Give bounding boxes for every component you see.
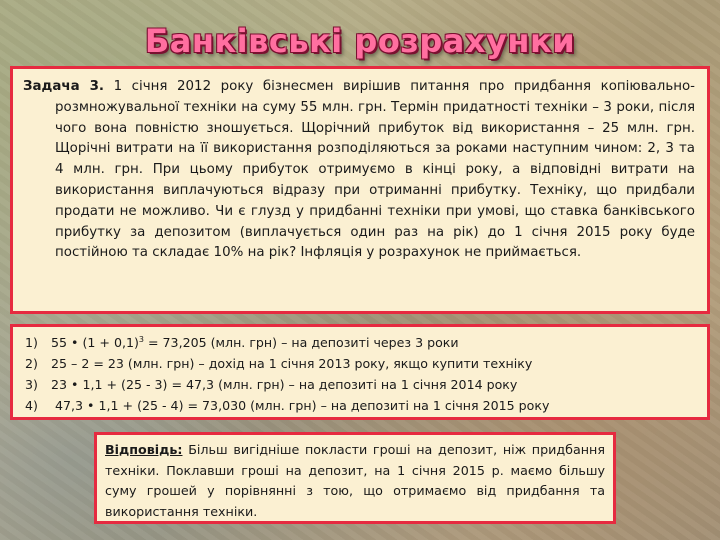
task-paragraph (23, 77, 695, 264)
answer-label: Відповідь: (105, 442, 183, 457)
task-text: 1 січня 2012 року бізнесмен вирішив питання про придбання копіювально-розмножувальної техніки на суму 55 млн. грн. Термін придатності техніки – 3 роки, після чого вона повністю зношується. Щорічний прибуток від використання – 25 млн. грн. Щорічні витрати на її використання розподіляються за роками наступним чином: 2, 3 та 4 млн. грн. При цьому прибуток отримуємо в кінці року, а відповідні витрати на використання виплачуються відразу при отриманні прибутку. Техніку, що придбали продати не можливо. Чи є глузд у придбанні техніки при умові, що ставка банківського прибутку за депозитом (виплачується один раз на рік) до 1 січня 2015 року буде постійною та складає 10% на рік? Інфляція у розрахунок не приймається. (55, 79, 695, 261)
step-number: 1) (25, 335, 38, 350)
step-formula: 23 • 1,1 + (25 - 3) = 47,3 (млн. грн) – на депозиті на 1 січня 2014 року (51, 377, 518, 392)
task-box (10, 66, 710, 314)
step-number: 3) (25, 377, 38, 392)
slide-title: Банківські розрахунки (144, 22, 576, 60)
calculation-step-3 (25, 374, 697, 395)
step-formula-start: 55 • (1 + 0,1) (51, 335, 139, 350)
step-exponent: 3 (138, 334, 144, 344)
calculations-box (10, 324, 710, 420)
task-label: Задача 3. (23, 79, 104, 94)
calculation-list (25, 332, 697, 416)
answer-box (94, 432, 616, 524)
step-formula: 25 – 2 = 23 (млн. грн) – дохід на 1 січня 2013 року, якщо купити техніку (51, 356, 533, 371)
answer-text: Більш вигідніше покласти гроші на депозит, ніж придбання техніки. Поклавши гроші на депозит, на 1 січня 2015 р. маємо більшу суму грошей у порівнянні з тою, що отримаємо від придбання та використання техніки. (105, 442, 605, 519)
calculation-step-4 (25, 395, 697, 416)
answer-paragraph (105, 440, 605, 522)
step-formula-end: = 73,205 (млн. грн) – на депозиті через 3 роки (143, 335, 459, 350)
step-number: 4) (25, 398, 38, 413)
step-number: 2) (25, 356, 38, 371)
step-formula: 47,3 • 1,1 + (25 - 4) = 73,030 (млн. грн) – на депозиті на 1 січня 2015 року (51, 398, 550, 413)
calculation-step-1 (25, 332, 697, 353)
calculation-step-2 (25, 353, 697, 374)
